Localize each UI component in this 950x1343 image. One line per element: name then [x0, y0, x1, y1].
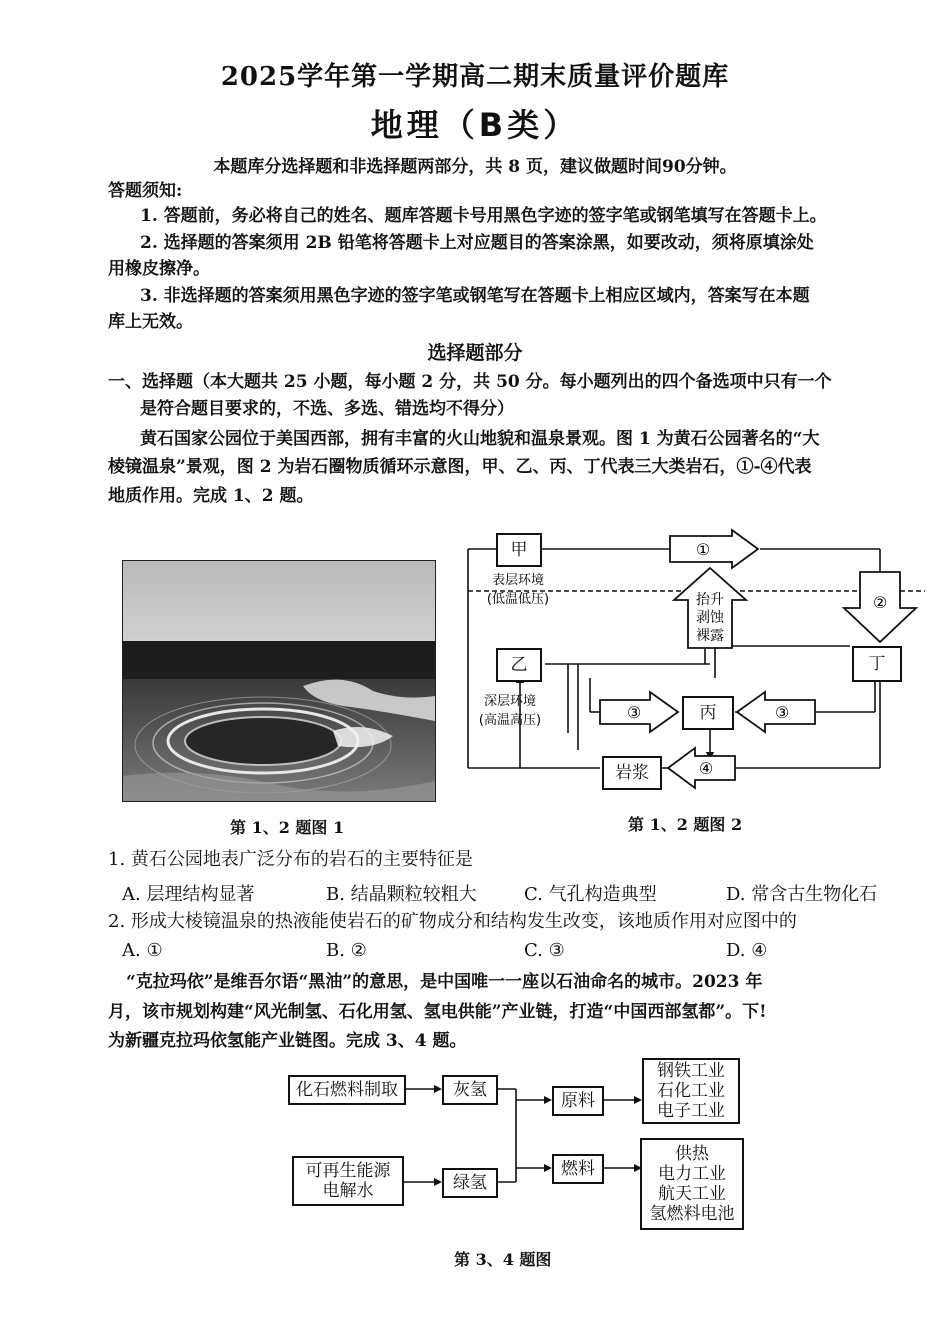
- renewable-box: [292, 1156, 404, 1206]
- passage2-line3: 为新疆克拉玛依氢能产业链图。完成 3、4 题。: [108, 1031, 467, 1051]
- rock-cycle-diagram: [460, 528, 930, 798]
- section-heading: 选择题部分: [427, 342, 523, 364]
- use-aerospace: 航天工业: [658, 1184, 726, 1204]
- rock-box-ding: 丁: [852, 646, 902, 682]
- hot-spring-photo: [122, 560, 436, 802]
- subject-title: 地理（B类）: [370, 106, 580, 144]
- instruction-2a: 2. 选择题的答案须用 2B 铅笔将答题卡上对应题目的答案涂黑，如要改动，须将原填涂处: [140, 233, 814, 253]
- arrow-label-2: ②: [872, 593, 888, 612]
- green-hydrogen-box: 绿氢: [442, 1168, 498, 1198]
- deep-env-label: 深层环境: [483, 694, 537, 709]
- q2-option-a: A. ①: [122, 940, 163, 961]
- uplift-label-1: 抬升: [696, 592, 724, 608]
- arrow-label-3b: ③: [774, 703, 790, 722]
- energy-use-box: [640, 1138, 744, 1230]
- arrow-label-4: ④: [698, 759, 714, 778]
- figure3-caption: 第 3、4 题图: [454, 1250, 552, 1269]
- passage1-line2: 棱镜温泉”景观，图 2 为岩石圈物质循环示意图，甲、乙、丙、丁代表三大类岩石，①-④代表: [108, 457, 812, 477]
- part1-instructions-a: 一、选择题（本大题共 25 小题，每小题 2 分，共 50 分。每小题列出的四个备选项中只有一个: [108, 372, 832, 392]
- renewable-line2: 电解水: [322, 1181, 374, 1201]
- exam-intro: 本题库分选择题和非选择题两部分，共 8 页，建议做题时间90分钟。: [213, 157, 737, 177]
- arrow-label-3a: ③: [626, 703, 642, 722]
- figure2-caption: 第 1、2 题图 2: [628, 815, 743, 834]
- q1-option-d: D. 常含古生物化石: [726, 884, 878, 905]
- passage1-line1: 黄石国家公园位于美国西部，拥有丰富的火山地貌和温泉景观。图 1 为黄石公园著名的“大: [140, 429, 820, 449]
- industry-steel: 钢铁工业: [657, 1061, 725, 1081]
- material-box: 原料: [552, 1086, 604, 1116]
- instruction-2b: 用橡皮擦净。: [108, 259, 210, 279]
- rock-box-jia: 甲: [496, 533, 542, 567]
- fuel-box: 燃料: [552, 1154, 604, 1184]
- q2-option-c: C. ③: [524, 940, 565, 961]
- instruction-3b: 库上无效。: [108, 312, 193, 332]
- renewable-line1: 可再生能源: [305, 1161, 391, 1181]
- surface-env-label: 表层环境: [491, 573, 545, 588]
- passage1-line3: 地质作用。完成 1、2 题。: [108, 486, 314, 506]
- passage2-line2: 月，该市规划构建“风光制氢、石化用氢、氢电供能”产业链，打造“中国西部氢都”。下!: [108, 1002, 767, 1022]
- part1-instructions-b: 是符合题目要求的，不选、多选、错选均不得分）: [140, 399, 514, 419]
- q1-option-b: B. 结晶颗粒较粗大: [326, 884, 477, 905]
- arrow-label-1: ①: [695, 540, 711, 559]
- q1-stem: 1. 黄石公园地表广泛分布的岩石的主要特征是: [108, 849, 473, 870]
- q2-option-b: B. ②: [326, 940, 367, 961]
- q1-option-c: C. 气孔构造典型: [524, 884, 657, 905]
- industry-petrochem: 石化工业: [657, 1081, 725, 1101]
- industry-use-box: [642, 1058, 740, 1124]
- surface-cond-label: (低温低压): [486, 592, 550, 607]
- deep-cond-label: (高温高压): [478, 713, 542, 728]
- q2-option-d: D. ④: [726, 940, 768, 961]
- figure1-caption: 第 1、2 题图 1: [230, 818, 345, 837]
- use-power: 电力工业: [658, 1164, 726, 1184]
- uplift-label-3: 裸露: [696, 628, 724, 644]
- rock-box-yi: 乙: [496, 648, 542, 682]
- exam-title: 2025学年第一学期高二期末质量评价题库: [220, 62, 730, 92]
- magma-box: 岩浆: [602, 756, 662, 790]
- industry-electronics: 电子工业: [657, 1101, 725, 1121]
- instruction-3a: 3. 非选择题的答案须用黑色字迹的签字笔或钢笔写在答题卡上相应区域内，答案写在本题: [140, 286, 810, 306]
- uplift-label-2: 剥蚀: [696, 610, 724, 626]
- fossil-fuel-box: 化石燃料制取: [288, 1075, 406, 1105]
- rock-box-bing: 丙: [682, 696, 734, 730]
- passage2-line1: “克拉玛依”是维吾尔语“黑油”的意思，是中国唯一一座以石油命名的城市。2023 年: [126, 972, 763, 992]
- instruction-1: 1. 答题前，务必将自己的姓名、题库答题卡号用黑色字迹的签字笔或钢笔填写在答题卡上。: [140, 206, 827, 226]
- use-heating: 供热: [675, 1144, 709, 1164]
- q2-stem: 2. 形成大棱镜温泉的热液能使岩石的矿物成分和结构发生改变，该地质作用对应图中的: [108, 911, 797, 932]
- grey-hydrogen-box: 灰氢: [442, 1075, 498, 1105]
- hydrogen-chain-diagram: [286, 1058, 746, 1238]
- instructions-heading: 答题须知:: [108, 181, 183, 201]
- q1-option-a: A. 层理结构显著: [122, 884, 255, 905]
- use-fuel-cell: 氢燃料电池: [649, 1204, 735, 1224]
